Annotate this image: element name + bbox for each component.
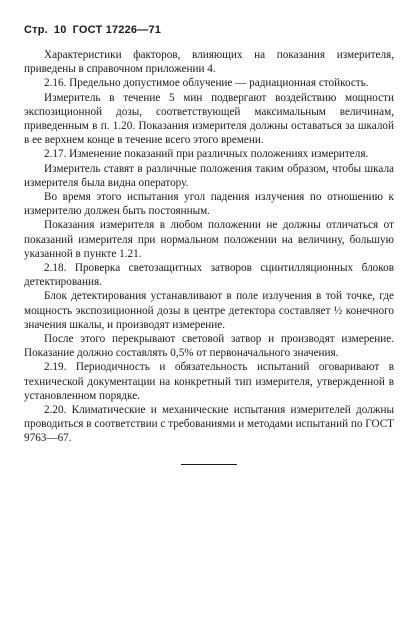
paragraph: Блок детектирования устанавливают в поле излучения в той точке, где мощность экспозиционной дозы в центре детектора составляет ½ конечного значения шкалы, и производят измерение. xyxy=(24,290,394,331)
paragraph: Во время этого испытания угол падения излучения по отношению к измерителю должен быть постоянным. xyxy=(24,191,394,218)
section-2-19: 2.19. Периодичность и обязательность испытаний оговаривают в технической документации на конкретный тип измерителя, утвержденной в установленном порядке. xyxy=(24,361,394,402)
document-body xyxy=(24,48,394,446)
standard-number: ГОСТ 17226—71 xyxy=(72,24,162,36)
section-heading-2-16: 2.16. Предельно допустимое облучение — радиационная стойкость. xyxy=(44,77,369,90)
paragraph: Характеристики факторов, влияющих на показания измерителя, приведены в справочном приложении 4. xyxy=(24,49,394,76)
paragraph: После этого перекрывают световой затвор и производят измерение. Показание должно составлять 0,5% от первоначального значения. xyxy=(24,333,394,360)
section-2-20: 2.20. Климатические и механические испытания измерителей должны проводиться в соответствии с требованиями и методами испытаний по ГОСТ 9763—67. xyxy=(24,404,394,445)
page-number: 10 xyxy=(53,24,67,36)
paragraph: Измеритель ставят в различные положения таким образом, чтобы шкала измерителя была видна оператору. xyxy=(24,162,394,189)
section-heading-2-17: 2.17. Изменение показаний при различных положениях измерителя. xyxy=(44,148,369,161)
section-heading-2-18: 2.18. Проверка светозащитных затворов сцинтилляционных блоков детектирования. xyxy=(24,262,394,289)
paragraph: Измеритель в течение 5 мин подвергают воздействию мощности экспозиционной дозы, соответствующей максимальным величинам, приведенным в п. 1.20. Показания измерителя должны оставаться за шкалой в ее верхнем конце в течение всего этого времени. xyxy=(24,91,394,147)
end-divider xyxy=(181,464,237,465)
page-label: Стр. xyxy=(24,24,48,36)
paragraph: Показания измерителя в любом положении не должны отличаться от показаний измерителя при нормальном положении на величину, большую указанной в пункте 1.21. xyxy=(24,219,394,260)
page-header xyxy=(24,24,394,36)
